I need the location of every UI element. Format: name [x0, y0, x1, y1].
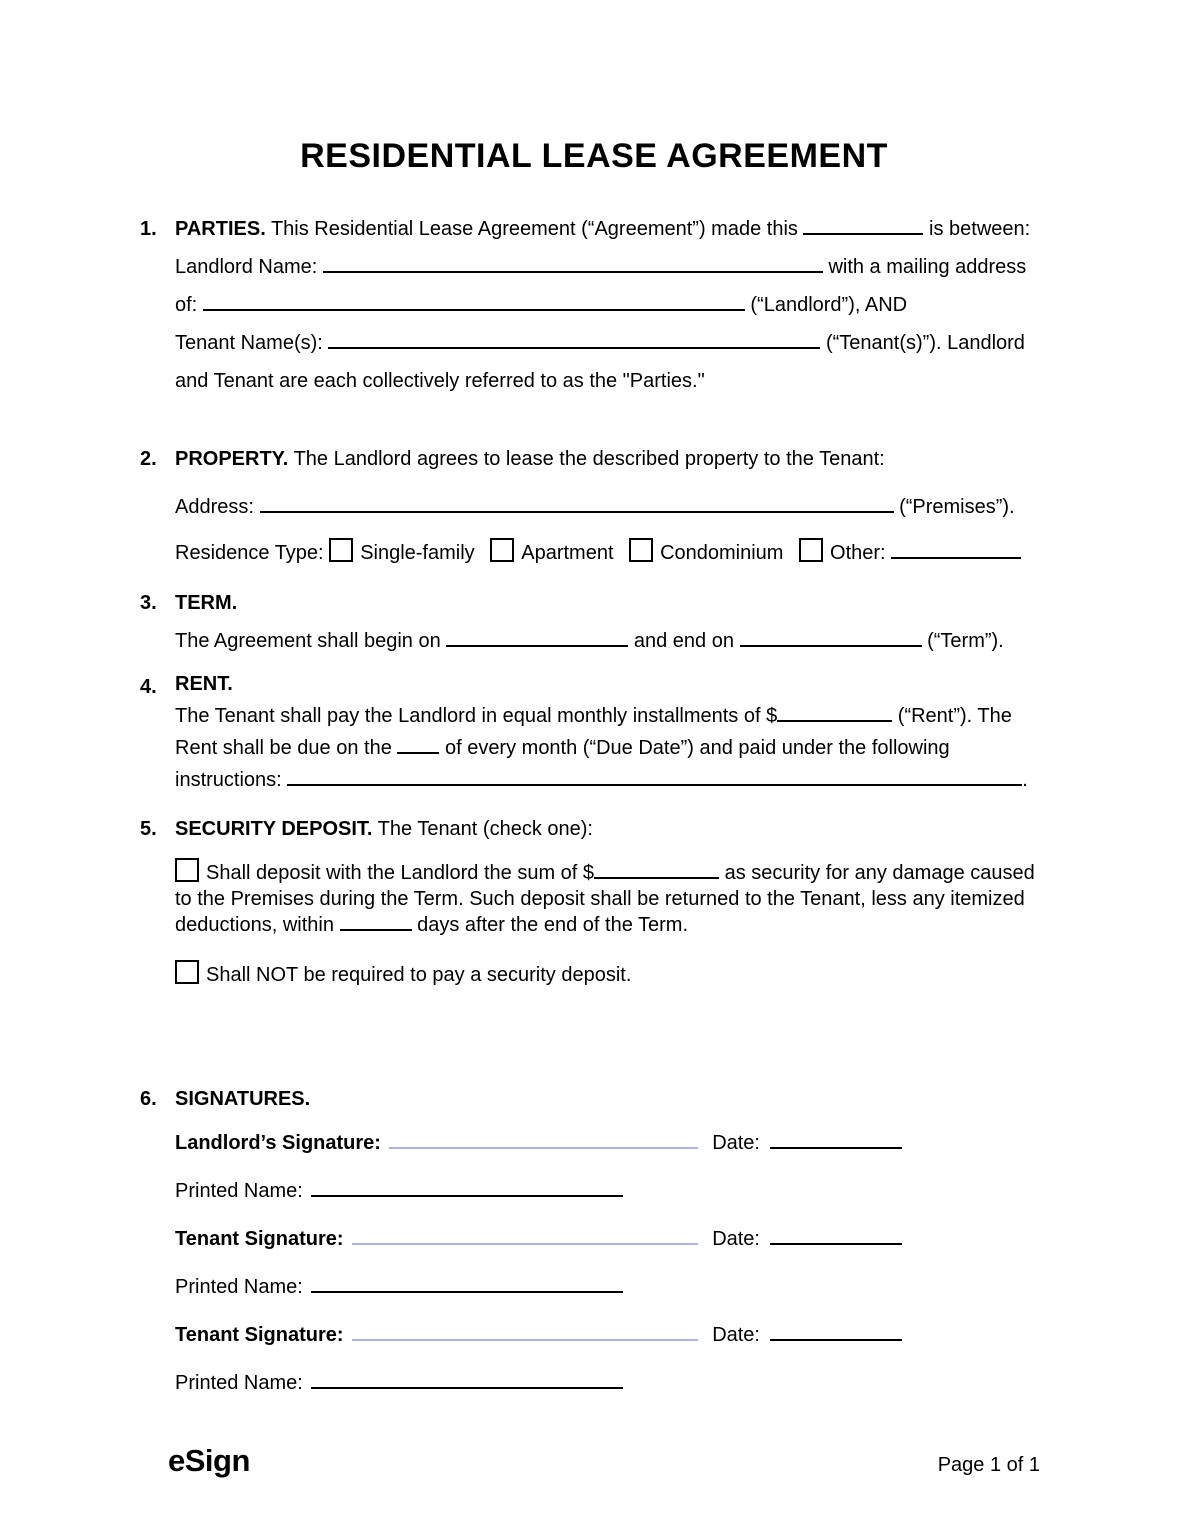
date-label: Date: [712, 1228, 760, 1250]
section-heading: TERM. [175, 592, 238, 614]
section-term [140, 584, 1048, 660]
agreement-date-blank[interactable] [803, 231, 923, 235]
payment-instructions-blank[interactable] [287, 782, 1022, 786]
option-other-label: Other: [830, 542, 886, 564]
security-option-no-deposit [175, 960, 1048, 988]
security-option-deposit [175, 858, 1048, 886]
landlord-address-post: (“Landlord”), AND [750, 294, 908, 316]
term-start-blank[interactable] [446, 643, 628, 647]
landlord-name-post: with a mailing address [828, 256, 1027, 278]
tenant-names-blank[interactable] [328, 345, 820, 349]
deposit-text-5: days after the end of the Term. [417, 914, 689, 936]
deposit-text-4: deductions, within [175, 914, 334, 936]
printed-name-label: Printed Name: [175, 1372, 303, 1394]
landlord-signature-label: Landlord’s Signature: [175, 1132, 381, 1154]
landlord-printed-name-row [175, 1178, 1048, 1204]
section-number: 6. [140, 1088, 157, 1110]
tenant-names-post: (“Tenant(s)”). Landlord [825, 332, 1025, 354]
tenant-printed-name-row-1 [175, 1274, 1048, 1300]
option-condominium-label: Condominium [660, 542, 784, 564]
checkbox-no-deposit[interactable] [175, 960, 199, 984]
section-number: 3. [140, 592, 157, 614]
deposit-text-3: to the Premises during the Term. Such deposit shall be returned to the Tenant, less any itemized [175, 888, 1025, 910]
page-number: Page 1 of 1 [937, 1454, 1040, 1476]
deposit-text-2: as security for any damage caused [724, 862, 1035, 884]
no-deposit-text: Shall NOT be required to pay a security deposit. [206, 964, 632, 986]
landlord-signature-row [175, 1130, 902, 1156]
section-number: 4. [140, 676, 157, 698]
property-address-post: (“Premises”). [899, 496, 1015, 518]
deposit-return-days-blank[interactable] [340, 927, 412, 931]
option-apartment-label: Apartment [521, 542, 614, 564]
parties-intro-post: is between: [929, 218, 1031, 240]
payment-instructions-post: . [1022, 769, 1028, 791]
tenant-printed-name-line-2[interactable] [311, 1385, 623, 1389]
landlord-date-line[interactable] [770, 1145, 902, 1149]
deposit-text-1: Shall deposit with the Landlord the sum of $ [206, 862, 595, 884]
rent-line2-pre: Rent shall be due on the [175, 737, 392, 759]
section-heading: PARTIES. [175, 218, 266, 240]
landlord-name-label: Landlord Name: [175, 256, 318, 278]
landlord-signature-line[interactable] [389, 1145, 698, 1149]
section-heading: SIGNATURES. [175, 1088, 311, 1110]
rent-line1-post: (“Rent”). The [897, 705, 1012, 727]
tenant-printed-name-row-2 [175, 1370, 1048, 1396]
tenant-date-line-2[interactable] [770, 1337, 902, 1341]
tenant-signature-row-1 [175, 1226, 902, 1252]
property-address-blank[interactable] [260, 509, 894, 513]
residence-type-label: Residence Type: [175, 542, 324, 564]
property-intro: The Landlord agrees to lease the described property to the Tenant: [293, 448, 885, 470]
tenant-signature-line-1[interactable] [352, 1241, 699, 1245]
tenant-signature-label: Tenant Signature: [175, 1324, 344, 1346]
section-number: 2. [140, 448, 157, 470]
landlord-printed-name-line[interactable] [311, 1193, 623, 1197]
section-security-deposit [140, 810, 1048, 988]
section-number: 1. [140, 218, 157, 240]
printed-name-label: Printed Name: [175, 1276, 303, 1298]
printed-name-label: Printed Name: [175, 1180, 303, 1202]
section-number: 5. [140, 818, 157, 840]
date-label: Date: [712, 1132, 760, 1154]
tenant-signature-row-2 [175, 1322, 902, 1348]
term-body-pre: The Agreement shall begin on [175, 630, 441, 652]
landlord-name-blank[interactable] [323, 269, 823, 273]
section-rent [140, 668, 1048, 796]
other-residence-blank[interactable] [891, 555, 1021, 559]
page-footer [168, 1443, 1040, 1479]
section-signatures [140, 1080, 1048, 1396]
checkbox-condominium[interactable] [629, 538, 653, 562]
security-intro: The Tenant (check one): [377, 818, 593, 840]
rent-due-day-blank[interactable] [397, 750, 439, 754]
checkbox-single-family[interactable] [329, 538, 353, 562]
deposit-amount-blank[interactable] [594, 875, 719, 879]
term-body-post: (“Term”). [927, 630, 1004, 652]
page-title: RESIDENTIAL LEASE AGREEMENT [300, 137, 888, 175]
section-property [140, 440, 1048, 572]
checkbox-deposit-required[interactable] [175, 858, 199, 882]
checkbox-other[interactable] [799, 538, 823, 562]
rent-line2-post: of every month (“Due Date”) and paid under the following [444, 737, 950, 759]
tenant-signature-label: Tenant Signature: [175, 1228, 344, 1250]
property-address-label: Address: [175, 496, 254, 518]
section-heading: RENT. [175, 673, 233, 695]
section-parties [140, 210, 1048, 400]
tenant-date-line-1[interactable] [770, 1241, 902, 1245]
checkbox-apartment[interactable] [490, 538, 514, 562]
esign-logo: eSign [168, 1443, 250, 1478]
tenant-names-label: Tenant Name(s): [175, 332, 323, 354]
rent-line1-pre: The Tenant shall pay the Landlord in equal monthly installments of $ [175, 705, 778, 727]
parties-closing: and Tenant are each collectively referred to as the "Parties." [175, 370, 705, 392]
rent-amount-blank[interactable] [777, 718, 892, 722]
term-body-mid: and end on [633, 630, 734, 652]
landlord-address-label: of: [175, 294, 198, 316]
date-label: Date: [712, 1324, 760, 1346]
tenant-signature-line-2[interactable] [352, 1337, 699, 1341]
parties-intro-pre: This Residential Lease Agreement (“Agreement”) made this [270, 218, 798, 240]
payment-instructions-label: instructions: [175, 769, 282, 791]
tenant-printed-name-line-1[interactable] [311, 1289, 623, 1293]
term-end-blank[interactable] [740, 643, 922, 647]
option-single-family-label: Single-family [360, 542, 475, 564]
section-heading: SECURITY DEPOSIT. [175, 818, 373, 840]
landlord-address-blank[interactable] [203, 307, 745, 311]
section-heading: PROPERTY. [175, 448, 289, 470]
